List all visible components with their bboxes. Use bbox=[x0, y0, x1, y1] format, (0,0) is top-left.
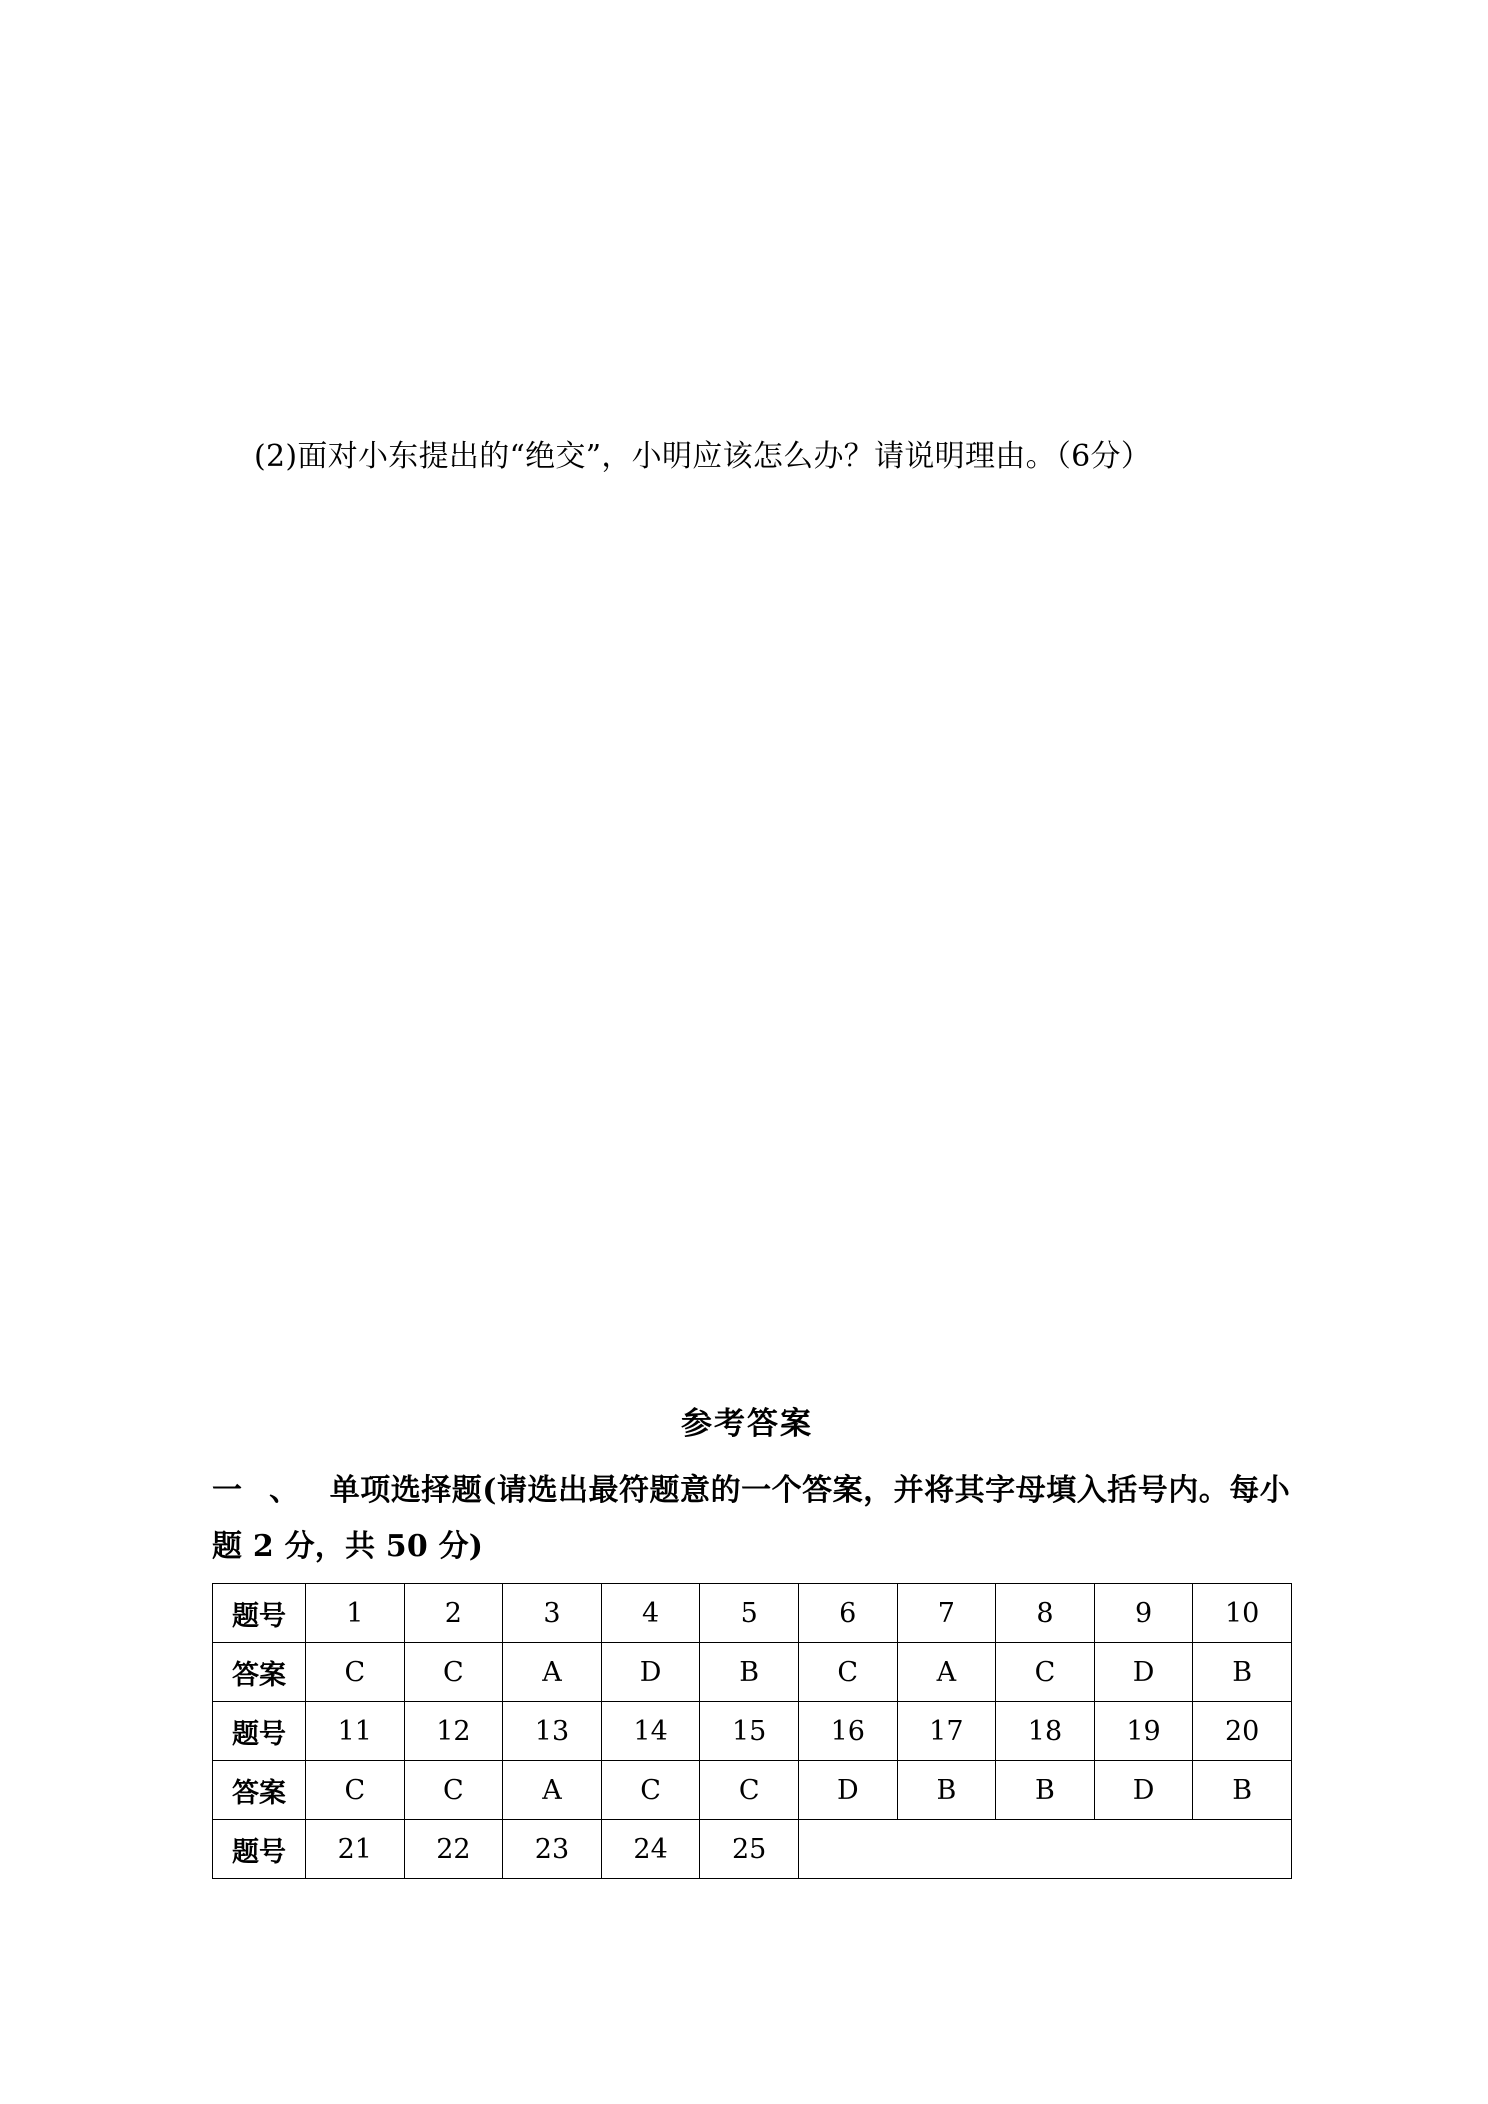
table-cell: C bbox=[404, 1643, 503, 1702]
table-cell: 25 bbox=[700, 1820, 799, 1879]
table-cell: 12 bbox=[404, 1702, 503, 1761]
table-cell: 4 bbox=[601, 1584, 700, 1643]
table-cell: C bbox=[700, 1761, 799, 1820]
table-cell: 10 bbox=[1193, 1584, 1292, 1643]
table-row bbox=[213, 1820, 1292, 1879]
table-cell: 2 bbox=[404, 1584, 503, 1643]
row-label-cell: 答案 bbox=[213, 1761, 306, 1820]
table-cell: 3 bbox=[503, 1584, 602, 1643]
table-cell: D bbox=[601, 1643, 700, 1702]
table-cell: A bbox=[503, 1643, 602, 1702]
table-cell: C bbox=[601, 1761, 700, 1820]
answer-table-body bbox=[213, 1584, 1292, 1879]
table-cell: 23 bbox=[503, 1820, 602, 1879]
table-cell: B bbox=[700, 1643, 799, 1702]
table-cell: 14 bbox=[601, 1702, 700, 1761]
answer-table-container bbox=[212, 1583, 1280, 1879]
table-cell: 24 bbox=[601, 1820, 700, 1879]
row-label-cell: 答案 bbox=[213, 1643, 306, 1702]
table-cell: 21 bbox=[306, 1820, 405, 1879]
table-cell: 7 bbox=[897, 1584, 996, 1643]
table-cell: 16 bbox=[798, 1702, 897, 1761]
reference-answers-heading: 参考答案 bbox=[681, 1406, 813, 1442]
row-label-cell: 题号 bbox=[213, 1820, 306, 1879]
table-cell-empty-merged bbox=[798, 1820, 1291, 1879]
table-cell: D bbox=[798, 1761, 897, 1820]
table-cell: 18 bbox=[996, 1702, 1095, 1761]
table-cell: 1 bbox=[306, 1584, 405, 1643]
table-cell: 20 bbox=[1193, 1702, 1292, 1761]
question-text: (2)面对小东提出的“绝交”，小明应该怎么办？请说明理由。（6分） bbox=[254, 439, 1152, 474]
table-row bbox=[213, 1584, 1292, 1643]
table-cell: 8 bbox=[996, 1584, 1095, 1643]
section-number: 一 、 bbox=[212, 1473, 308, 1508]
row-label-cell: 题号 bbox=[213, 1584, 306, 1643]
answer-table bbox=[212, 1583, 1292, 1879]
table-cell: 22 bbox=[404, 1820, 503, 1879]
table-cell: A bbox=[897, 1643, 996, 1702]
row-label-cell: 题号 bbox=[213, 1702, 306, 1761]
table-cell: B bbox=[1193, 1761, 1292, 1820]
answer-writing-space bbox=[212, 470, 1282, 1400]
table-cell: D bbox=[1094, 1761, 1193, 1820]
table-cell: B bbox=[897, 1761, 996, 1820]
table-row bbox=[213, 1761, 1292, 1820]
table-cell: 15 bbox=[700, 1702, 799, 1761]
table-cell: 6 bbox=[798, 1584, 897, 1643]
section-title: 单项选择题(请选出最符题意的一个答案，并将其字母填入括号内。每小题 2 分，共 50 分) bbox=[212, 1473, 1290, 1564]
table-cell: C bbox=[798, 1643, 897, 1702]
table-cell: B bbox=[1193, 1643, 1292, 1702]
table-cell: C bbox=[996, 1643, 1095, 1702]
table-cell: 9 bbox=[1094, 1584, 1193, 1643]
table-cell: 19 bbox=[1094, 1702, 1193, 1761]
table-cell: C bbox=[404, 1761, 503, 1820]
table-cell: B bbox=[996, 1761, 1095, 1820]
table-cell: 13 bbox=[503, 1702, 602, 1761]
table-cell: C bbox=[306, 1643, 405, 1702]
table-cell: D bbox=[1094, 1643, 1193, 1702]
table-row bbox=[213, 1643, 1292, 1702]
section-heading bbox=[212, 1463, 1290, 1575]
table-cell: 5 bbox=[700, 1584, 799, 1643]
table-cell: 17 bbox=[897, 1702, 996, 1761]
table-cell: 11 bbox=[306, 1702, 405, 1761]
table-cell: A bbox=[503, 1761, 602, 1820]
table-row bbox=[213, 1702, 1292, 1761]
table-cell: C bbox=[306, 1761, 405, 1820]
